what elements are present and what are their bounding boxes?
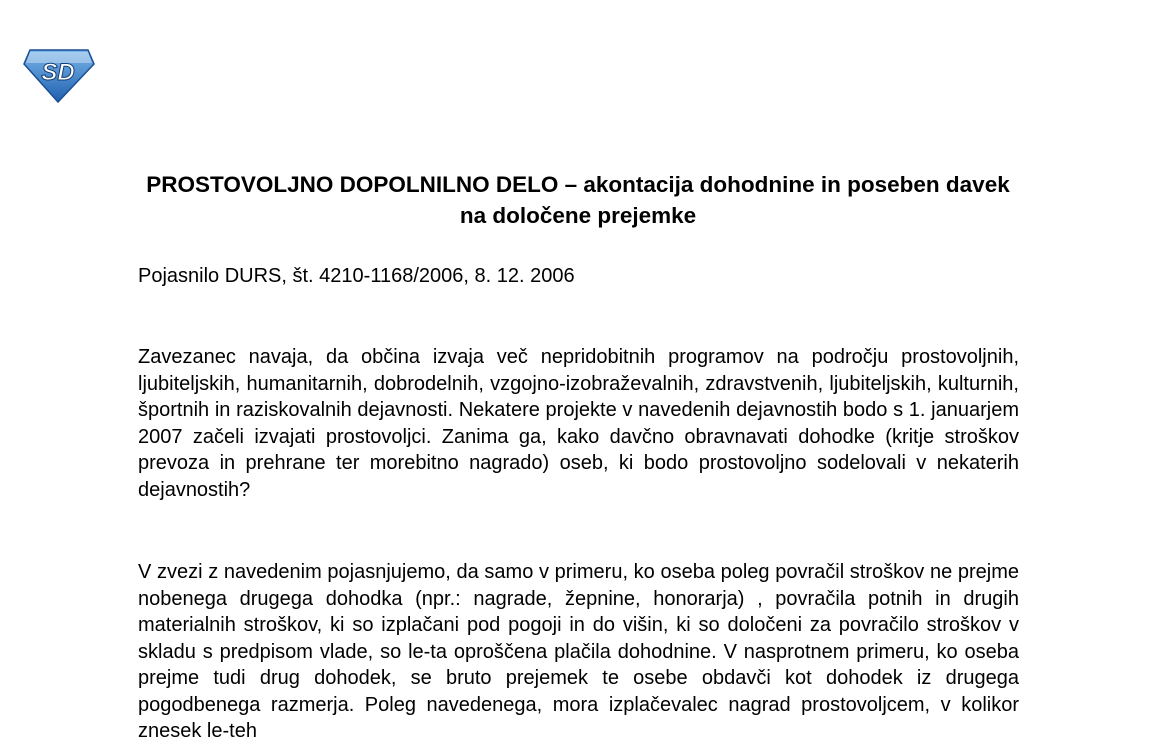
document-title: PROSTOVOLJNO DOPOLNILNO DELO – akontacija dohodnine in poseben davek na določene prejemke xyxy=(146,172,1010,228)
sd-logo-icon xyxy=(22,48,96,104)
svg-text:SD: SD xyxy=(41,59,75,86)
body-paragraph: Zavezanec navaja, da občina izvaja več nepridobitnih programov na področju prostovoljnih, ljubiteljskih, humanitarnih, dobrodelnih, vzgojno-izobraževalnih, zdravstvenih, ljubiteljskih, kulturnih, športnih in raziskovalnih dejavnosti. Nekatere projekte v navedenih dejavnostih bodo s 1. januarjem 2007 začeli izvajati prostovoljci. Zanima ga, kako davčno obravnavati dohodke (kritje stroškov prevoza in prehrane ter morebitno nagrado) oseb, ki bodo prostovoljno sodelovali v nekaterih dejavnostih? xyxy=(138,346,1019,501)
document-reference: Pojasnilo DURS, št. 4210-1168/2006, 8. 12. 2006 xyxy=(138,265,575,287)
body-paragraph: V zvezi z navedenim pojasnjujemo, da samo v primeru, ko oseba poleg povračil stroškov ne prejme nobenega drugega dohodka (npr.: nagrade, žepnine, honorarja) , povračila potnih in drugih materialnih stroškov, ki so izplačani pod pogoji in do višin, ki so določeni za povračilo stroškov v skladu s predpisom vlade, so le-ta oproščena plačila dohodnine. V nasprotnem primeru, ko oseba prejme tudi drug dohodek, se bruto prejemek te osebe obdavči kot dohodek iz drugega pogodbenega razmerja. Poleg navedenega, mora izplačevalec nagrad prostovoljcem, v kolikor znesek le-teh xyxy=(138,561,1019,742)
